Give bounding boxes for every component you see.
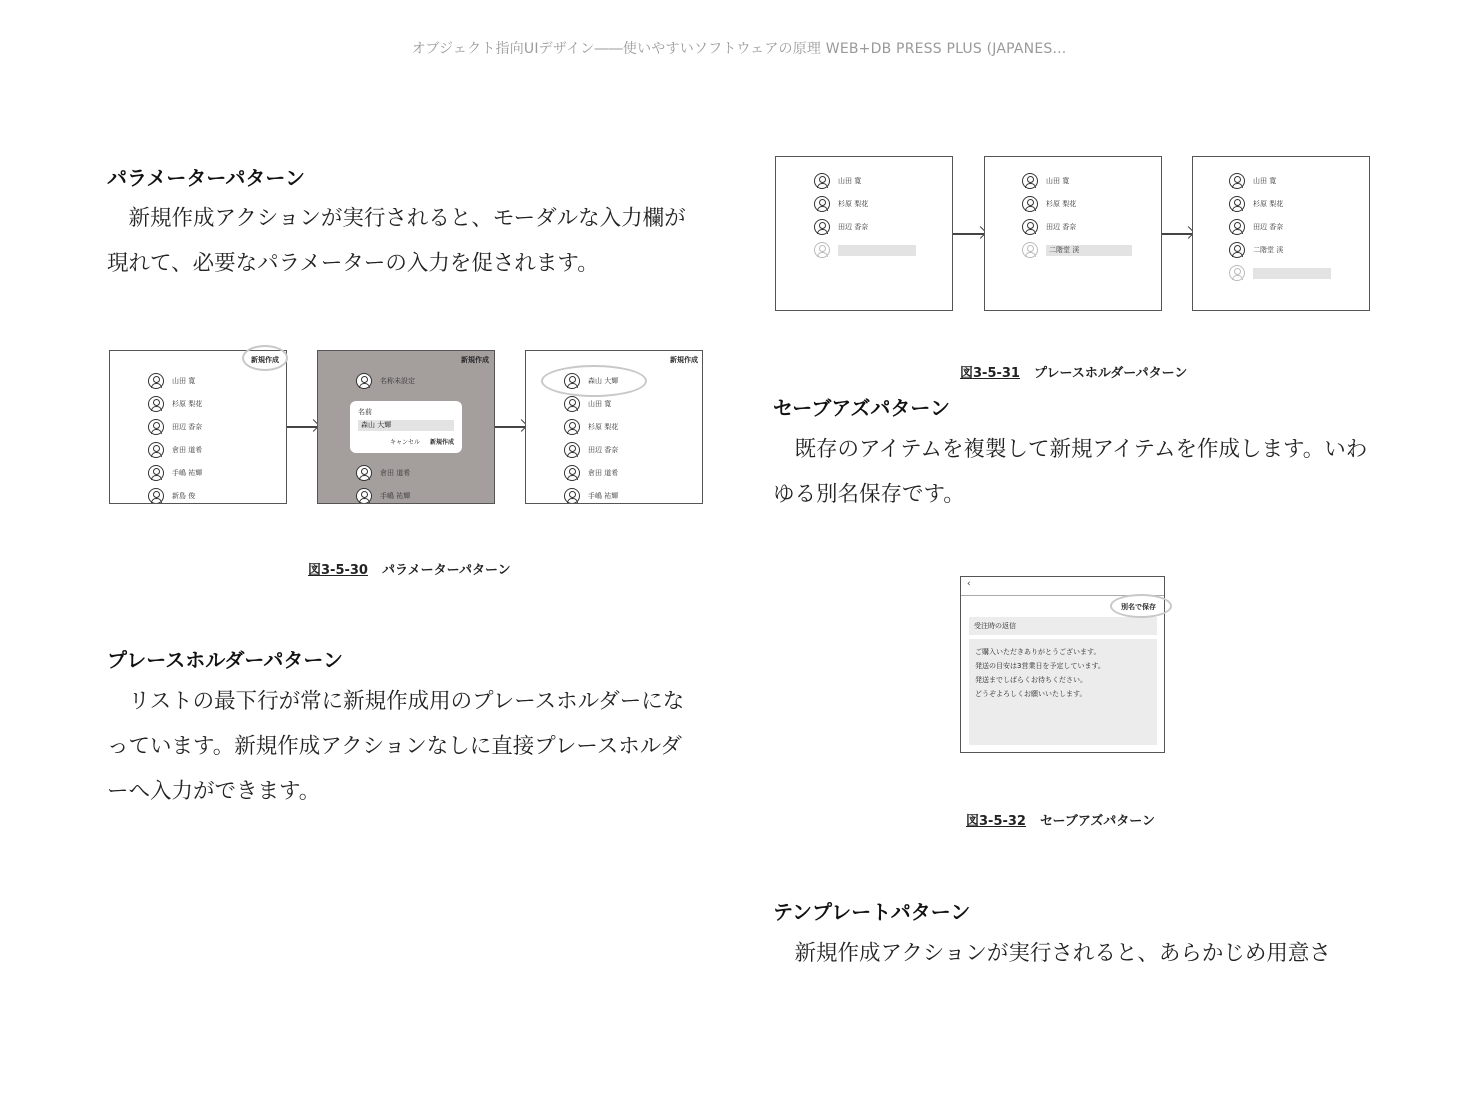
paragraph-parameter-pattern: 新規作成アクションが実行されると、モーダルな入力欄が現れて、必要なパラメーターの入力を促されます。	[107, 206, 686, 276]
dialog-name-input: 森山 大輝	[358, 420, 454, 431]
person-icon	[148, 396, 164, 412]
person-icon	[356, 488, 372, 504]
person-icon	[814, 173, 830, 189]
person-icon	[1022, 196, 1038, 212]
person-icon	[356, 373, 372, 389]
fig32-highlight-save-as	[1110, 594, 1172, 618]
paragraph-save-as-pattern: 既存のアイテムを複製して新規アイテムを作成します。いわゆる別名保存です。	[773, 437, 1368, 507]
list-item: 名称未設定	[356, 371, 415, 391]
list-item: 倉田 道希	[564, 463, 618, 483]
list-item: 杉原 梨花	[148, 394, 202, 414]
list-item: 倉田 道希	[148, 440, 202, 460]
person-placeholder-icon	[1022, 242, 1038, 258]
fig30-arrow-1	[287, 426, 317, 428]
doc-line: 発送の目安は3営業日を予定しています。	[975, 662, 1105, 670]
fig30-new-action-label: 新規作成	[251, 356, 279, 364]
person-icon	[1229, 219, 1245, 235]
list-item: 田辺 香奈	[148, 417, 202, 437]
fig30-modal-dialog	[350, 401, 462, 453]
list-item: 田辺 香奈	[1022, 217, 1076, 237]
back-chevron-icon: ‹	[967, 579, 971, 589]
heading-placeholder-pattern: プレースホルダーパターン	[107, 648, 343, 672]
person-icon	[148, 419, 164, 435]
fig30-caption	[308, 559, 511, 578]
person-icon	[1229, 242, 1245, 258]
fig32-doc-title: 受注時の返信	[969, 617, 1157, 635]
dialog-cancel-button: キャンセル	[390, 439, 421, 446]
doc-line: ご購入いただきありがとうございます。	[975, 648, 1101, 656]
fig31-panel-2	[984, 156, 1162, 311]
person-icon	[814, 196, 830, 212]
list-item: 杉原 梨花	[1022, 194, 1076, 214]
list-item: 手嶋 祐輝	[148, 463, 202, 483]
placeholder-bar: 二階堂 渓	[1046, 245, 1132, 256]
person-icon	[148, 442, 164, 458]
fig31-arrow-1	[953, 233, 984, 235]
running-header: オブジェクト指向UIデザイン――使いやすいソフトウェアの原理 WEB+DB PRESS PLUS (JAPANES...	[411, 41, 1067, 57]
fig30-new-action-label-3: 新規作成	[670, 356, 698, 364]
person-icon	[1229, 173, 1245, 189]
heading-parameter-pattern: パラメーターパターン	[107, 166, 305, 190]
person-icon	[1022, 219, 1038, 235]
fig30-panel-modal	[317, 350, 495, 504]
person-icon	[148, 465, 164, 481]
fig31-title: プレースホルダーパターン	[1033, 366, 1188, 381]
fig30-title: パラメーターパターン	[381, 563, 511, 578]
paragraph-placeholder-pattern: リストの最下行が常に新規作成用のプレースホルダーになっています。新規作成アクションなしに直接プレースホルダーへ入力ができます。	[107, 689, 685, 804]
person-icon	[564, 396, 580, 412]
person-icon	[1229, 196, 1245, 212]
dialog-actions	[358, 437, 454, 446]
list-item: 杉原 梨花	[564, 417, 618, 437]
person-placeholder-icon	[1229, 265, 1245, 281]
person-icon	[814, 219, 830, 235]
dialog-confirm-button: 新規作成	[429, 439, 454, 446]
fig31-caption	[960, 362, 1187, 381]
placeholder-row	[814, 240, 916, 260]
doc-line: どうぞよろしくお願いいたします。	[975, 690, 1087, 698]
person-placeholder-icon	[814, 242, 830, 258]
heading-save-as-pattern: セーブアズパターン	[773, 396, 950, 420]
placeholder-bar	[1253, 268, 1331, 279]
person-icon	[564, 488, 580, 504]
person-icon	[564, 465, 580, 481]
list-item: 田辺 香奈	[814, 217, 868, 237]
list-item: 山田 寛	[814, 171, 861, 191]
list-item: 新島 俊	[148, 486, 195, 504]
fig32-number: 図3-5-32	[966, 814, 1026, 829]
placeholder-row	[1229, 263, 1331, 283]
placeholder-bar	[838, 245, 916, 256]
list-item: 山田 寛	[564, 394, 611, 414]
paragraph-template-pattern: 新規作成アクションが実行されると、あらかじめ用意さ	[794, 941, 1331, 966]
person-icon	[1022, 173, 1038, 189]
fig30-new-action-label-2: 新規作成	[461, 356, 489, 364]
list-item: 手嶋 祐輝	[564, 486, 618, 504]
fig30-number: 図3-5-30	[308, 563, 368, 578]
person-icon	[148, 373, 164, 389]
list-item: 山田 寛	[1022, 171, 1069, 191]
list-item: 田辺 香奈	[1229, 217, 1283, 237]
fig31-panel-1	[775, 156, 953, 311]
list-item: 山田 寛	[148, 371, 195, 391]
person-icon	[356, 465, 372, 481]
fig32-doc-body	[969, 639, 1157, 745]
list-item: 杉原 梨花	[814, 194, 868, 214]
person-icon	[564, 442, 580, 458]
list-item: 二階堂 渓	[1229, 240, 1283, 260]
dialog-name-label: 名前	[358, 408, 372, 416]
fig30-arrow-2	[495, 426, 525, 428]
placeholder-row-typing	[1022, 240, 1132, 260]
fig32-caption	[966, 810, 1155, 829]
fig30-highlight-new-item	[541, 365, 647, 397]
person-icon	[148, 488, 164, 504]
list-item: 山田 寛	[1229, 171, 1276, 191]
doc-line: 発送までしばらくお待ちください。	[975, 676, 1087, 684]
fig30-panel-list	[109, 350, 287, 504]
heading-template-pattern: テンプレートパターン	[773, 900, 971, 924]
fig31-panel-3	[1192, 156, 1370, 311]
list-item: 森山 大輝	[564, 371, 618, 391]
list-item: 杉原 梨花	[1229, 194, 1283, 214]
fig31-number: 図3-5-31	[960, 366, 1020, 381]
save-as-button: 別名で保存	[1121, 603, 1156, 611]
fig30-highlight-new-action	[242, 345, 288, 371]
list-item: 田辺 香奈	[564, 440, 618, 460]
fig32-title: セーブアズパターン	[1039, 814, 1156, 829]
list-item: 手嶋 祐輝	[356, 486, 410, 504]
list-item: 倉田 道希	[356, 463, 410, 483]
fig31-arrow-2	[1162, 233, 1192, 235]
person-icon	[564, 419, 580, 435]
